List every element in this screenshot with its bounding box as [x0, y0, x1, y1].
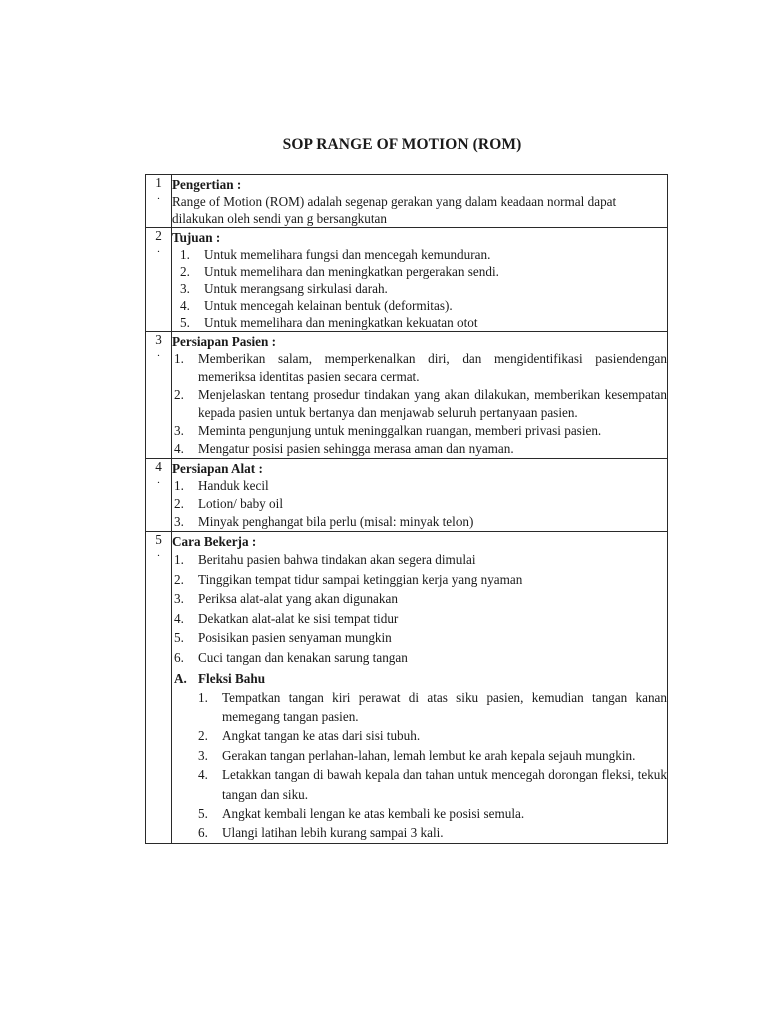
list-item: [172, 648, 667, 668]
list-item: [172, 589, 667, 609]
list-item-number: 1.: [198, 689, 208, 705]
list-item-text: Letakkan tangan di bawah kepala dan tahan untuk mencegah dorongan fleksi, tekuk tangan dan siku.: [222, 767, 667, 802]
list-item-number: 6.: [198, 825, 208, 841]
list-item-text: Angkat tangan ke atas dari sisi tubuh.: [222, 728, 421, 744]
page-title: SOP RANGE OF MOTION (ROM): [282, 136, 522, 153]
list-item-text: Handuk kecil: [198, 478, 269, 493]
list-item-text: Untuk memelihara dan meningkatkan kekuatan otot: [204, 315, 478, 330]
subsection-title: Fleksi Bahu: [198, 670, 266, 686]
list-item-text: Mengatur posisi pasien sehingga merasa aman dan nyaman.: [198, 441, 514, 456]
section-heading: Persiapan Pasien :: [172, 334, 277, 349]
list-item: [172, 688, 667, 727]
list-item-number: 1.: [174, 351, 184, 366]
table-row: [146, 459, 668, 532]
list-item-number: 2.: [174, 571, 184, 587]
list-item: [172, 314, 667, 331]
list-item-number: 2.: [180, 264, 190, 279]
patient-prep-list: [172, 350, 667, 458]
list-item-number: 1.: [180, 247, 190, 262]
section-number-dot: .: [157, 547, 160, 559]
list-item-number: 5.: [180, 315, 190, 330]
section-number-cell: [146, 332, 172, 459]
list-item: [172, 804, 667, 823]
definition-paragraph: Range of Motion (ROM) adalah segenap gerakan yang dalam keadaan normal dapat dilakukan oleh sendi yan g bersangkutan: [172, 194, 617, 226]
list-item: [172, 297, 667, 314]
section-number-cell: [146, 228, 172, 332]
list-item: [172, 823, 667, 842]
section-content: [172, 459, 668, 532]
section-content: [172, 332, 668, 459]
section-content: [172, 532, 668, 844]
list-item-number: 1.: [174, 478, 184, 493]
list-item-text: Posisikan pasien senyaman mungkin: [198, 630, 392, 646]
list-item-text: Untuk memelihara fungsi dan mencegah kemunduran.: [204, 247, 491, 262]
list-item-number: 4.: [174, 610, 184, 626]
list-item-text: Dekatkan alat-alat ke sisi tempat tidur: [198, 610, 399, 626]
list-item-number: 3.: [174, 423, 184, 438]
list-item-number: 3.: [174, 514, 184, 529]
list-item-number: 5.: [174, 630, 184, 646]
list-item: [172, 280, 667, 297]
list-item-text: Tempatkan tangan kiri perawat di atas siku pasien, kemudian tangan kanan memegang tangan pasien.: [222, 689, 667, 724]
list-item-text: Minyak penghangat bila perlu (misal: minyak telon): [198, 514, 474, 529]
list-item-text: Beritahu pasien bahwa tindakan akan segera dimulai: [198, 552, 476, 567]
list-item: [172, 263, 667, 280]
sop-table: [145, 174, 668, 844]
list-item: [172, 477, 667, 495]
list-item-number: 4.: [174, 441, 184, 456]
list-item-number: 4.: [198, 767, 208, 783]
tools-list: [172, 477, 667, 531]
list-item: [172, 495, 667, 513]
section-number: 2: [155, 228, 162, 243]
section-number: 5: [155, 532, 162, 547]
list-item-text: Gerakan tangan perlahan-lahan, lemah lembut ke arah kepala sejauh mungkin.: [222, 747, 636, 763]
list-item: [172, 746, 667, 765]
section-number-cell: [146, 532, 172, 844]
list-item-number: 3.: [198, 747, 208, 763]
list-item-text: Untuk memelihara dan meningkatkan pergerakan sendi.: [204, 264, 499, 279]
subsection-heading: [172, 669, 667, 688]
list-item: [172, 628, 667, 648]
list-item: [172, 609, 667, 629]
shoulder-flexion-list: [172, 688, 667, 843]
section-number: 3: [155, 332, 162, 347]
list-item: [172, 726, 667, 745]
section-number-dot: .: [157, 347, 160, 359]
list-item-number: 5.: [198, 806, 208, 821]
section-content: [172, 175, 668, 228]
section-content: [172, 228, 668, 332]
list-item: [172, 765, 667, 804]
section-heading: Tujuan :: [172, 230, 221, 245]
section-heading: Pengertian :: [172, 177, 242, 192]
section-number: 1: [155, 175, 162, 190]
table-row: [146, 228, 668, 332]
section-heading: Cara Bekerja :: [172, 534, 257, 549]
list-item-text: Untuk merangsang sirkulasi darah.: [204, 281, 388, 296]
list-item-text: Lotion/ baby oil: [198, 496, 283, 511]
list-item: [172, 246, 667, 263]
section-number-dot: .: [157, 243, 160, 255]
section-number-cell: [146, 175, 172, 228]
list-item: [172, 440, 667, 458]
objectives-list: [172, 246, 667, 331]
list-item-number: 2.: [174, 496, 184, 511]
list-item: [172, 422, 667, 440]
list-item-text: Angkat kembali lengan ke atas kembali ke posisi semula.: [222, 806, 525, 821]
list-item-text: Tinggikan tempat tidur sampai ketinggian kerja yang nyaman: [198, 571, 523, 587]
list-item-text: Cuci tangan dan kenakan sarung tangan: [198, 649, 408, 665]
procedure-steps-list: [172, 550, 667, 668]
list-item: [172, 386, 667, 422]
section-number: 4: [155, 459, 162, 474]
list-item: [172, 550, 667, 570]
table-row: [146, 332, 668, 459]
table-row: [146, 532, 668, 844]
list-item: [172, 570, 667, 590]
list-item-text: Menjelaskan tentang prosedur tindakan yang akan dilakukan, memberikan kesempatan kepada pasien untuk bertanya dan menjawab seluruh pertanyaan pasien.: [198, 387, 667, 420]
list-item-number: 2.: [198, 728, 208, 744]
list-item-number: 1.: [174, 552, 184, 567]
list-item: [172, 513, 667, 531]
list-item-number: 6.: [174, 649, 184, 665]
list-item: [172, 350, 667, 386]
list-item-text: Periksa alat-alat yang akan digunakan: [198, 591, 398, 607]
list-item-text: Untuk mencegah kelainan bentuk (deformitas).: [204, 298, 453, 313]
list-item-text: Ulangi latihan lebih kurang sampai 3 kali.: [222, 825, 444, 841]
list-item-text: Meminta pengunjung untuk meninggalkan ruangan, memberi privasi pasien.: [198, 423, 602, 438]
list-item-text: Memberikan salam, memperkenalkan diri, dan mengidentifikasi pasiendengan memeriksa identitas pasien secara cermat.: [198, 351, 667, 384]
table-row: [146, 175, 668, 228]
list-item-number: 2.: [174, 387, 184, 402]
list-item-number: 3.: [174, 591, 184, 607]
section-heading: Persiapan Alat :: [172, 461, 263, 476]
subsection-letter: A.: [174, 670, 187, 686]
list-item-number: 3.: [180, 281, 190, 296]
section-number-dot: .: [157, 190, 160, 202]
list-item-number: 4.: [180, 298, 190, 313]
section-number-dot: .: [157, 474, 160, 486]
section-number-cell: [146, 459, 172, 532]
